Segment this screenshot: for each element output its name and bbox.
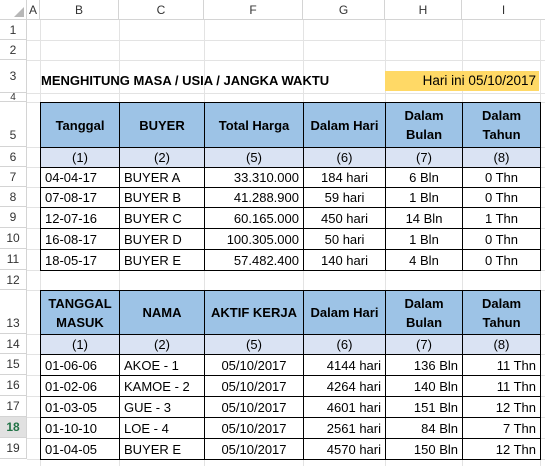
- days-cell[interactable]: 4570 hari: [304, 439, 386, 460]
- years-cell[interactable]: 12 Thn: [463, 439, 541, 460]
- column-header-b[interactable]: B: [40, 0, 119, 20]
- price-cell[interactable]: 33.310.000: [205, 168, 304, 188]
- months-cell[interactable]: 84 Bln: [386, 418, 463, 439]
- buyer-cell[interactable]: BUYER C: [120, 208, 205, 229]
- header-dalam-tahun[interactable]: Dalam Tahun: [463, 291, 541, 335]
- years-cell[interactable]: 0 Thn: [463, 250, 541, 271]
- col-number[interactable]: (5): [205, 148, 304, 168]
- col-number[interactable]: (8): [463, 148, 541, 168]
- price-cell[interactable]: 57.482.400: [205, 250, 304, 271]
- row-header-1[interactable]: 1: [0, 20, 27, 40]
- header-dalam-tahun[interactable]: Dalam Tahun: [463, 103, 541, 148]
- days-cell[interactable]: 140 hari: [304, 250, 386, 271]
- column-header-c[interactable]: C: [119, 0, 204, 20]
- active-date-cell[interactable]: 05/10/2017: [205, 439, 304, 460]
- col-number[interactable]: (2): [120, 335, 205, 355]
- name-cell[interactable]: AKOE - 1: [120, 355, 205, 376]
- days-cell[interactable]: 59 hari: [304, 188, 386, 208]
- active-date-cell[interactable]: 05/10/2017: [205, 376, 304, 397]
- days-cell[interactable]: 450 hari: [304, 208, 386, 229]
- months-cell[interactable]: 14 Bln: [386, 208, 463, 229]
- months-cell[interactable]: 1 Bln: [386, 229, 463, 250]
- buyer-cell[interactable]: BUYER B: [120, 188, 205, 208]
- table-row: [41, 418, 541, 439]
- today-date-cell[interactable]: Hari ini 05/10/2017: [385, 71, 539, 91]
- col-number[interactable]: (1): [41, 335, 120, 355]
- buyer-table: [40, 102, 541, 271]
- price-cell[interactable]: 41.288.900: [205, 188, 304, 208]
- months-cell[interactable]: 140 Bln: [386, 376, 463, 397]
- date-cell[interactable]: 01-03-05: [41, 397, 120, 418]
- header-nama[interactable]: NAMA: [120, 291, 205, 335]
- table-row: [41, 188, 541, 208]
- row-header-12[interactable]: 12: [0, 270, 27, 290]
- table-row: [41, 439, 541, 460]
- row-header-4[interactable]: 4: [0, 93, 27, 102]
- years-cell[interactable]: 11 Thn: [463, 376, 541, 397]
- date-cell[interactable]: 01-02-06: [41, 376, 120, 397]
- date-cell[interactable]: 07-08-17: [41, 188, 120, 208]
- active-date-cell[interactable]: 05/10/2017: [205, 397, 304, 418]
- months-cell[interactable]: 1 Bln: [386, 188, 463, 208]
- table-row: [41, 168, 541, 188]
- price-cell[interactable]: 100.305.000: [205, 229, 304, 250]
- days-cell[interactable]: 4144 hari: [304, 355, 386, 376]
- select-all-corner[interactable]: [0, 0, 27, 20]
- row-header-13[interactable]: 13: [0, 290, 27, 334]
- days-cell[interactable]: 50 hari: [304, 229, 386, 250]
- row-header-10[interactable]: 10: [0, 228, 27, 249]
- column-header-i[interactable]: I: [462, 0, 545, 20]
- buyer-cell[interactable]: BUYER A: [120, 168, 205, 188]
- table-row: [41, 208, 541, 229]
- active-date-cell[interactable]: 05/10/2017: [205, 355, 304, 376]
- column-header-a[interactable]: A: [27, 0, 40, 20]
- table-row: [41, 355, 541, 376]
- col-number[interactable]: (1): [41, 148, 120, 168]
- header-dalam-bulan[interactable]: Dalam Bulan: [386, 291, 463, 335]
- col-number[interactable]: (7): [386, 148, 463, 168]
- years-cell[interactable]: 0 Thn: [463, 229, 541, 250]
- months-cell[interactable]: 136 Bln: [386, 355, 463, 376]
- years-cell[interactable]: 0 Thn: [463, 188, 541, 208]
- active-date-cell[interactable]: 05/10/2017: [205, 418, 304, 439]
- col-number[interactable]: (6): [304, 148, 386, 168]
- date-cell[interactable]: 01-06-06: [41, 355, 120, 376]
- col-number[interactable]: (8): [463, 335, 541, 355]
- date-cell[interactable]: 01-04-05: [41, 439, 120, 460]
- column-header-f[interactable]: F: [204, 0, 303, 20]
- sheet-title[interactable]: MENGHITUNG MASA / USIA / JANGKA WAKTU: [41, 73, 330, 88]
- row-header-14[interactable]: 14: [0, 334, 27, 354]
- row-header-5[interactable]: 5: [0, 102, 27, 147]
- years-cell[interactable]: 1 Thn: [463, 208, 541, 229]
- column-header-g[interactable]: G: [303, 0, 385, 20]
- header-dalam-hari[interactable]: Dalam Hari: [304, 103, 386, 148]
- days-cell[interactable]: 2561 hari: [304, 418, 386, 439]
- years-cell[interactable]: 12 Thn: [463, 397, 541, 418]
- date-cell[interactable]: 16-08-17: [41, 229, 120, 250]
- row-header-11[interactable]: 11: [0, 249, 27, 270]
- row-header-16[interactable]: 16: [0, 375, 27, 396]
- row-header-17[interactable]: 17: [0, 396, 27, 417]
- header-total-harga[interactable]: Total Harga: [205, 103, 304, 148]
- row-header-19[interactable]: 19: [0, 438, 27, 459]
- row-header-6[interactable]: 6: [0, 147, 27, 167]
- row-header-7[interactable]: 7: [0, 167, 27, 187]
- row-header-9[interactable]: 9: [0, 207, 27, 228]
- row-header-3[interactable]: 3: [0, 60, 27, 93]
- col-number[interactable]: (5): [205, 335, 304, 355]
- years-cell[interactable]: 11 Thn: [463, 355, 541, 376]
- table-row: [41, 229, 541, 250]
- table-row: [41, 397, 541, 418]
- col-number[interactable]: (7): [386, 335, 463, 355]
- name-cell[interactable]: KAMOE - 2: [120, 376, 205, 397]
- days-cell[interactable]: 4264 hari: [304, 376, 386, 397]
- months-cell[interactable]: 6 Bln: [386, 168, 463, 188]
- row-header-2[interactable]: 2: [0, 40, 27, 60]
- months-cell[interactable]: 4 Bln: [386, 250, 463, 271]
- name-cell[interactable]: BUYER E: [120, 439, 205, 460]
- date-cell[interactable]: 04-04-17: [41, 168, 120, 188]
- table-row: [41, 250, 541, 271]
- row-header-8[interactable]: 8: [0, 187, 27, 207]
- name-cell[interactable]: LOE - 4: [120, 418, 205, 439]
- days-cell[interactable]: 4601 hari: [304, 397, 386, 418]
- header-buyer[interactable]: BUYER: [120, 103, 205, 148]
- days-cell[interactable]: 184 hari: [304, 168, 386, 188]
- months-cell[interactable]: 150 Bln: [386, 439, 463, 460]
- years-cell[interactable]: 0 Thn: [463, 168, 541, 188]
- date-cell[interactable]: 01-10-10: [41, 418, 120, 439]
- header-dalam-bulan[interactable]: Dalam Bulan: [386, 103, 463, 148]
- employee-table: [40, 290, 541, 460]
- row-header-15[interactable]: 15: [0, 354, 27, 375]
- col-number[interactable]: (6): [304, 335, 386, 355]
- table-row: [41, 376, 541, 397]
- months-cell[interactable]: 151 Bln: [386, 397, 463, 418]
- buyer-cell[interactable]: BUYER E: [120, 250, 205, 271]
- price-cell[interactable]: 60.165.000: [205, 208, 304, 229]
- years-cell[interactable]: 7 Thn: [463, 418, 541, 439]
- header-aktif-kerja[interactable]: AKTIF KERJA: [205, 291, 304, 335]
- col-number[interactable]: (2): [120, 148, 205, 168]
- header-tanggal-masuk[interactable]: TANGGAL MASUK: [41, 291, 120, 335]
- row-header-18[interactable]: 18: [0, 417, 27, 438]
- buyer-cell[interactable]: BUYER D: [120, 229, 205, 250]
- column-header-h[interactable]: H: [385, 0, 462, 20]
- header-dalam-hari[interactable]: Dalam Hari: [304, 291, 386, 335]
- date-cell[interactable]: 18-05-17: [41, 250, 120, 271]
- name-cell[interactable]: GUE - 3: [120, 397, 205, 418]
- date-cell[interactable]: 12-07-16: [41, 208, 120, 229]
- header-tanggal[interactable]: Tanggal: [41, 103, 120, 148]
